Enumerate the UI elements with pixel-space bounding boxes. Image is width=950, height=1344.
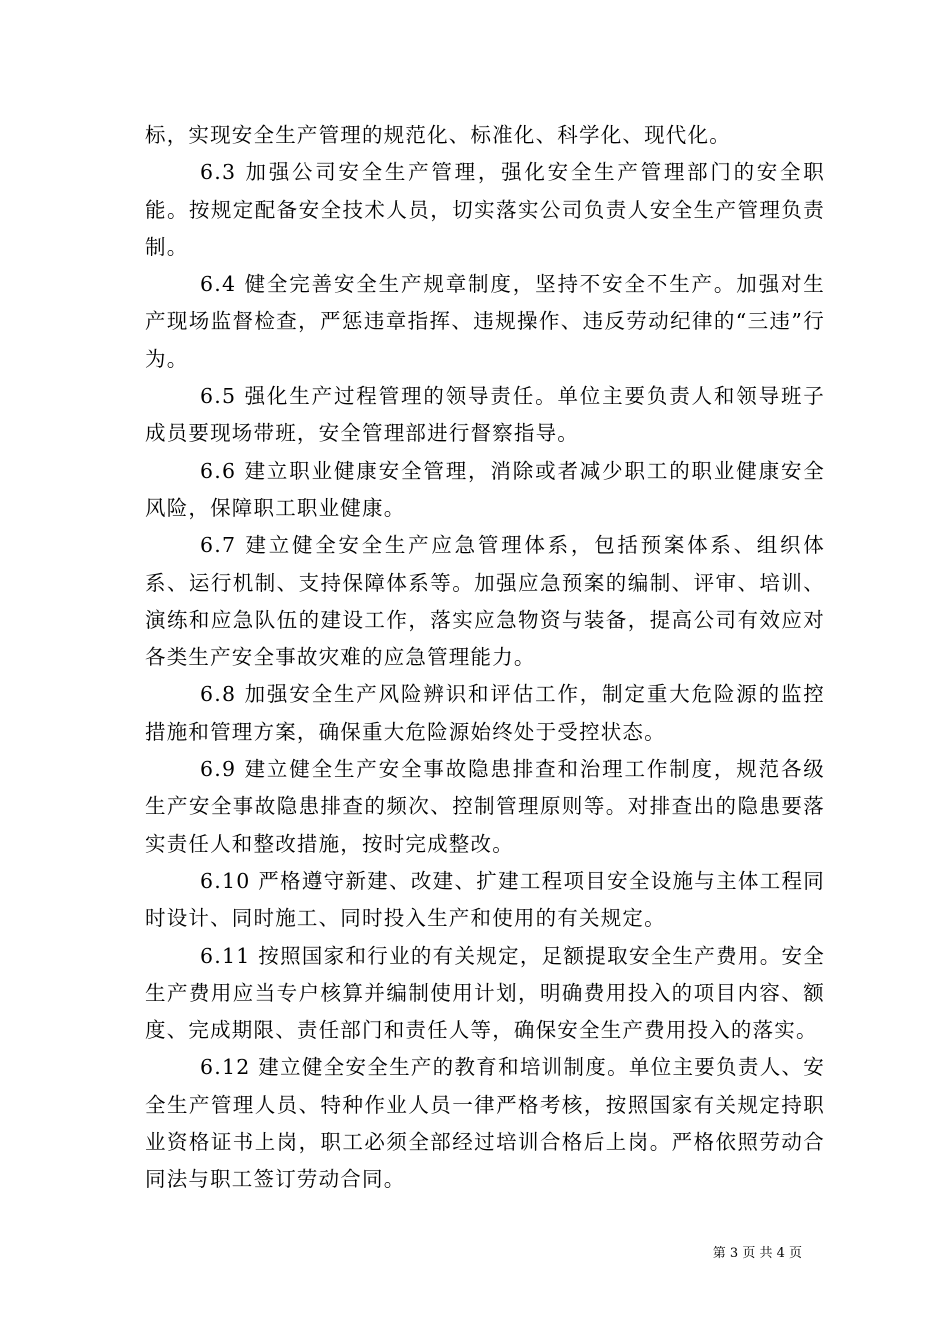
paragraph-6-11: 6.11 按照国家和行业的有关规定，足额提取安全生产费用。安全生产费用应当专户核算并编制使用计划，明确费用投入的项目内容、额度、完成期限、责任部门和责任人等，确保安全生产费用投入的落实。 (145, 943, 825, 1043)
paragraph-6-10: 6.10 严格遵守新建、改建、扩建工程项目安全设施与主体工程同时设计、同时施工、同时投入生产和使用的有关规定。 (145, 868, 825, 931)
page-number: 第 3 页 共 4 页 (712, 1246, 802, 1261)
paragraph-6-7: 6.7 建立健全安全生产应急管理体系，包括预案体系、组织体系、运行机制、支持保障体系等。加强应急预案的编制、评审、培训、演练和应急队伍的建设工作，落实应急物资与装备，提高公司有效应对各类生产安全事故灾难的应急管理能力。 (145, 533, 825, 670)
document-body (145, 117, 825, 1199)
paragraph-6-6: 6.6 建立职业健康安全管理，消除或者减少职工的职业健康安全风险，保障职工职业健康。 (145, 458, 825, 520)
paragraph: 标，实现安全生产管理的规范化、标准化、科学化、现代化。 (145, 123, 731, 147)
paragraph-6-4: 6.4 健全完善安全生产规章制度，坚持不安全不生产。加强对生产现场监督检查，严惩违章指挥、违规操作、违反劳动纪律的“三违”行为。 (145, 272, 825, 371)
paragraph-6-8: 6.8 加强安全生产风险辨识和评估工作，制定重大危险源的监控措施和管理方案，确保重大危险源始终处于受控状态。 (145, 682, 825, 744)
paragraph-6-12: 6.12 建立健全安全生产的教育和培训制度。单位主要负责人、安全生产管理人员、特种作业人员一律严格考核，按照国家有关规定持职业资格证书上岗，职工必须全部经过培训合格后上岗。严格依照劳动合同法与职工签订劳动合同。 (145, 1055, 825, 1192)
paragraph-6-3: 6.3 加强公司安全生产管理，强化安全生产管理部门的安全职能。按规定配备安全技术人员，切实落实公司负责人安全生产管理负责制。 (145, 160, 825, 259)
paragraph-6-9: 6.9 建立健全生产安全事故隐患排查和治理工作制度，规范各级生产安全事故隐患排查的频次、控制管理原则等。对排查出的隐患要落实责任人和整改措施，按时完成整改。 (145, 757, 825, 856)
paragraph-6-5: 6.5 强化生产过程管理的领导责任。单位主要负责人和领导班子成员要现场带班，安全管理部进行督察指导。 (145, 384, 825, 446)
